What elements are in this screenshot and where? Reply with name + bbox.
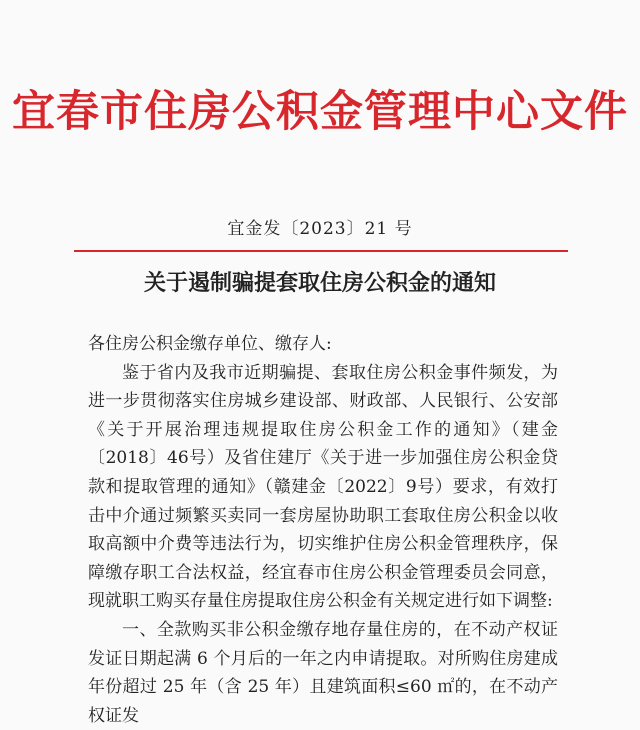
salutation: 各住房公积金缴存单位、缴存人: xyxy=(88,334,332,354)
org-title: 宜春市住房公积金管理中心文件 xyxy=(12,87,628,137)
red-divider xyxy=(74,250,568,252)
notice-body xyxy=(88,330,558,730)
doc-number: 宜金发〔2023〕21 号 xyxy=(227,219,413,239)
paragraph-2: 一、全款购买非公积金缴存地存量住房的，在不动产权证发证日期起满 6 个月后的一年之内申请提取。对所购住房建成年份超过 25 年（含 25 年）且建筑面积≤60 ㎡的，在不动产权证发 xyxy=(88,619,558,726)
paragraph-1: 鉴于省内及我市近期骗提、套取住房公积金事件频发，为进一步贯彻落实住房城乡建设部、财政部、人民银行、公安部《关于开展治理违规提取住房公积金工作的通知》（建金〔2018〕46号）及省住建厅《关于进一步加强住房公积金贷款和提取管理的通知》（赣建金〔2022〕9号）要求，有效打击中介通过频繁买卖同一套房屋协助职工套取住房公积金以收取高额中介费等违法行为，切实维护住房公积金管理秩序，保障缴存职工合法权益，经宜春市住房公积金管理委员会同意，现就职工购买存量住房提取住房公积金有关规定进行如下调整: xyxy=(88,362,558,612)
notice-title: 关于遏制骗提套取住房公积金的通知 xyxy=(143,271,496,296)
